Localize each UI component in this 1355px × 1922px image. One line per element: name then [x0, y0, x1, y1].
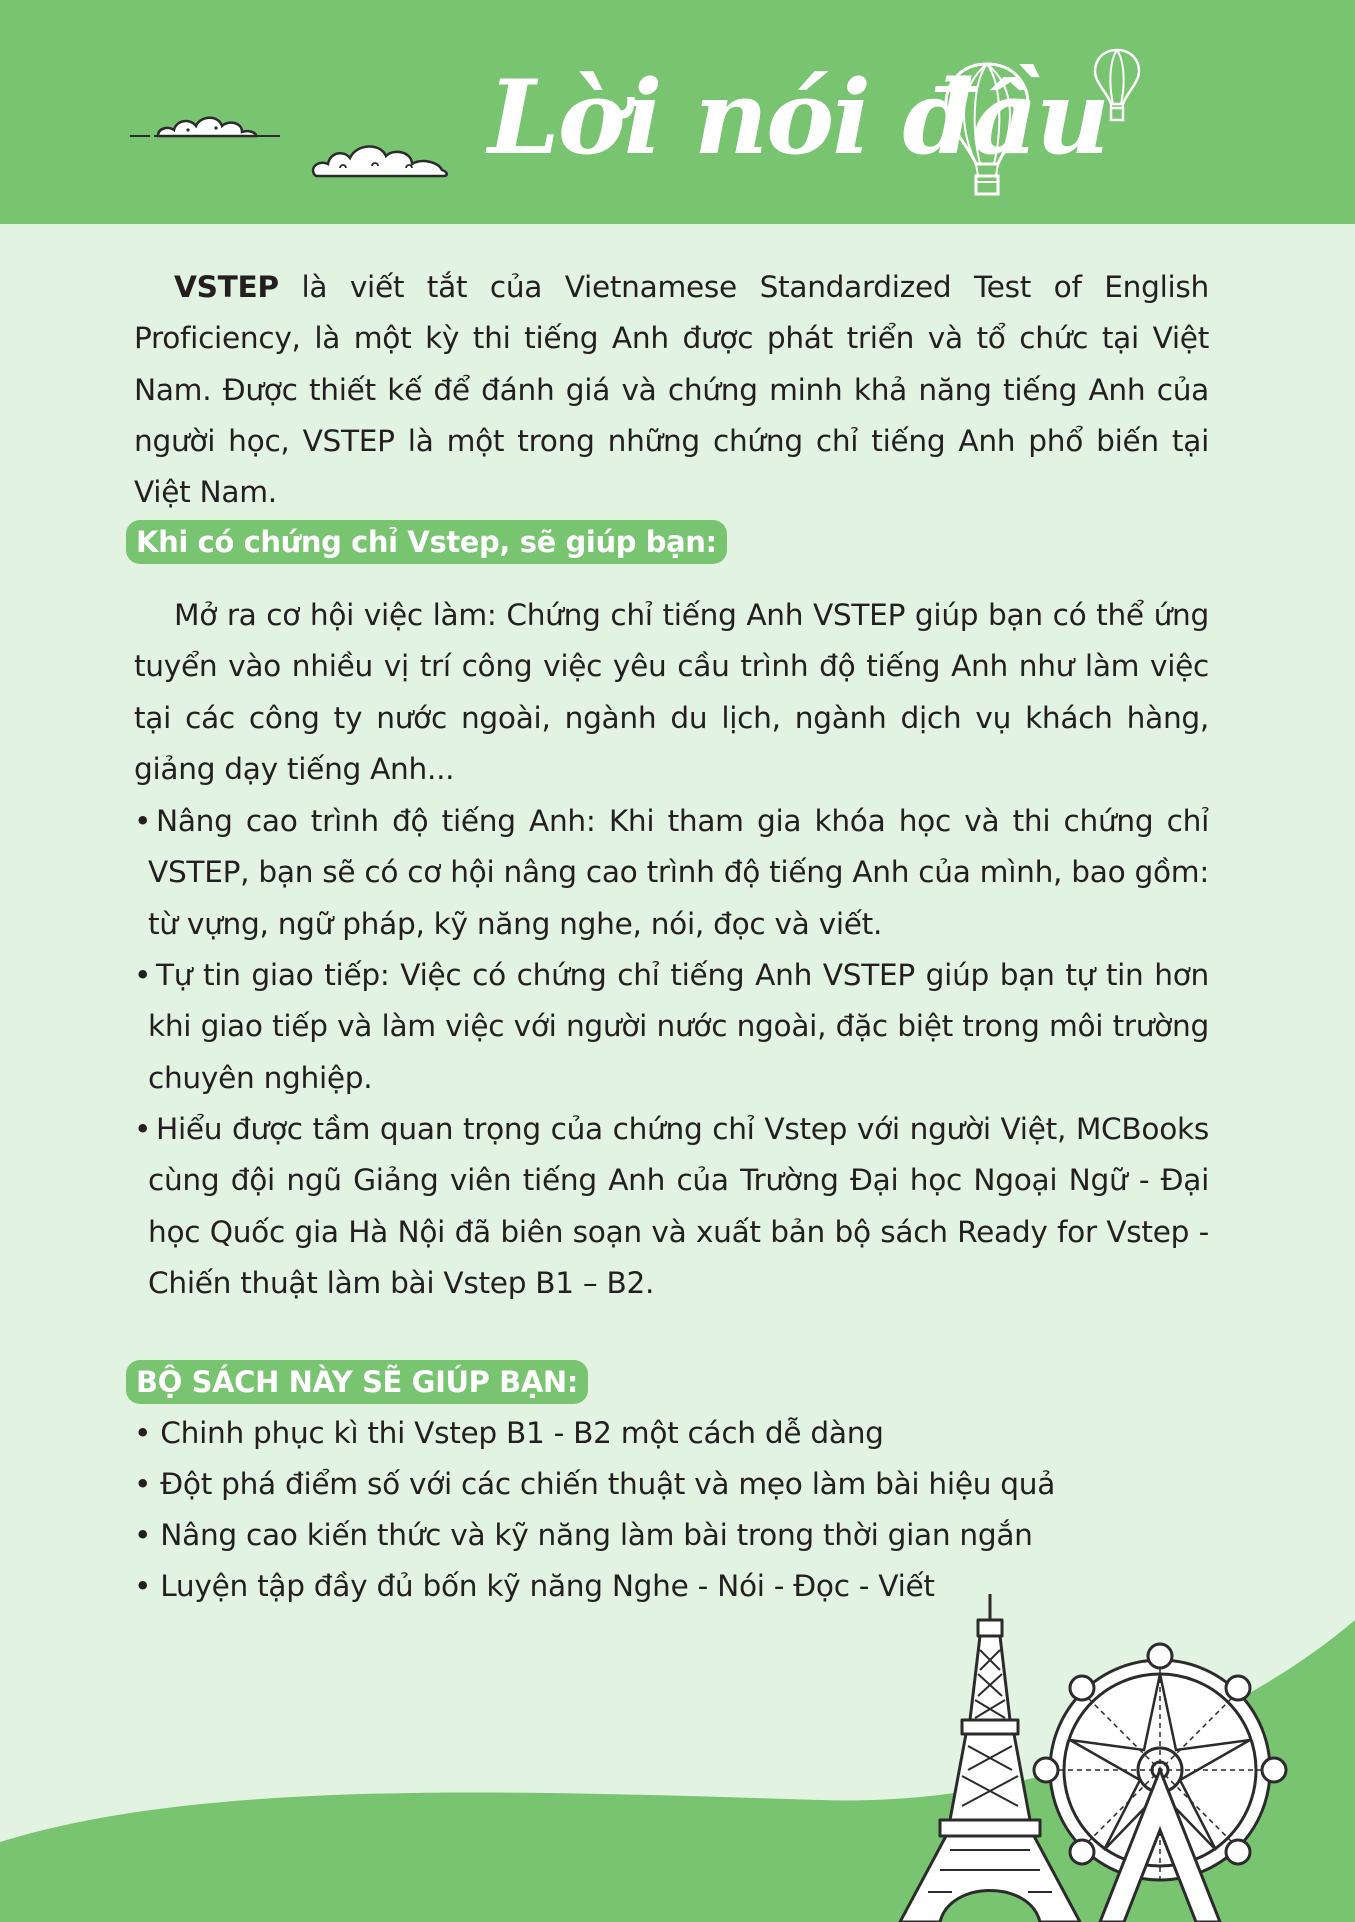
hot-air-balloon-icon-large — [942, 60, 1032, 200]
hot-air-balloon-icon-small — [1092, 48, 1142, 124]
list-item-text: Hiểu được tầm quan trọng của chứng chỉ Vstep với người Việt, MCBooks cùng đội ngũ Giảng viên tiếng Anh của Trường Đại học Ngoại Ngữ - Đại học Quốc gia Hà Nội đã biên soạn và xuất bản bộ sách Ready for Vstep - Chiến thuật làm bài Vstep B1 – B2. — [148, 1112, 1209, 1300]
list-item — [134, 950, 1209, 1104]
list-item-text: Nâng cao trình độ tiếng Anh: Khi tham gia khóa học và thi chứng chỉ VSTEP, bạn sẽ có cơ hội nâng cao trình độ tiếng Anh của mình, bao gồm: từ vựng, ngữ pháp, kỹ năng nghe, nói, đọc và viết. — [148, 804, 1209, 941]
section-heading-book-benefits: BỘ SÁCH NÀY SẼ GIÚP BẠN: — [126, 1360, 588, 1404]
bullet-icon: • — [134, 958, 152, 992]
intro-paragraph — [134, 262, 1209, 518]
page-title: Lời nói đầu — [488, 58, 1109, 178]
bullet-icon: • — [134, 1467, 152, 1501]
header-banner — [0, 0, 1355, 224]
list-item-text: Chinh phục kì thi Vstep B1 - B2 một cách dễ dàng — [160, 1416, 884, 1450]
bullet-icon: • — [134, 1569, 152, 1603]
list-item-text: Nâng cao kiến thức và kỹ năng làm bài trong thời gian ngắn — [160, 1518, 1033, 1552]
cloud-icon-center — [310, 138, 450, 180]
bullet-icon: • — [134, 804, 152, 838]
list-item — [134, 1510, 1033, 1561]
bullet-icon: • — [134, 1112, 152, 1146]
list-item — [134, 796, 1209, 950]
bullet-icon: • — [134, 1416, 152, 1450]
cloud-icon-left — [130, 100, 280, 145]
bottom-illustration — [0, 1580, 1355, 1922]
bullet-icon: • — [134, 1518, 152, 1552]
intro-text: là viết tắt của Vietnamese Standardized Test of English Proficiency, là một kỳ thi tiếng Anh được phát triển và tổ chức tại Việt Nam. Được thiết kế để đánh giá và chứng minh khả năng tiếng Anh của người học, VSTEP là một trong những chứng chỉ tiếng Anh phổ biến tại Việt Nam. — [134, 270, 1209, 510]
list-item-text: Tự tin giao tiếp: Việc có chứng chỉ tiếng Anh VSTEP giúp bạn tự tin hơn khi giao tiếp và làm việc với người nước ngoài, đặc biệt trong môi trường chuyên nghiệp. — [148, 958, 1209, 1095]
section1-paragraph: Mở ra cơ hội việc làm: Chứng chỉ tiếng Anh VSTEP giúp bạn có thể ứng tuyển vào nhiều vị trí công việc yêu cầu trình độ tiếng Anh như làm việc tại các công ty nước ngoài, ngành du lịch, ngành dịch vụ khách hàng, giảng dạy tiếng Anh... — [134, 598, 1209, 786]
list-item-text: Luyện tập đầy đủ bốn kỹ năng Nghe - Nói - Đọc - Viết — [160, 1569, 935, 1603]
list-item-text: Đột phá điểm số với các chiến thuật và mẹo làm bài hiệu quả — [160, 1467, 1056, 1501]
intro-acronym: VSTEP — [174, 270, 279, 304]
list-item — [134, 1104, 1209, 1309]
list-item — [134, 1459, 1055, 1510]
list-item — [134, 1408, 884, 1459]
section-heading-benefits: Khi có chứng chỉ Vstep, sẽ giúp bạn: — [126, 520, 727, 564]
